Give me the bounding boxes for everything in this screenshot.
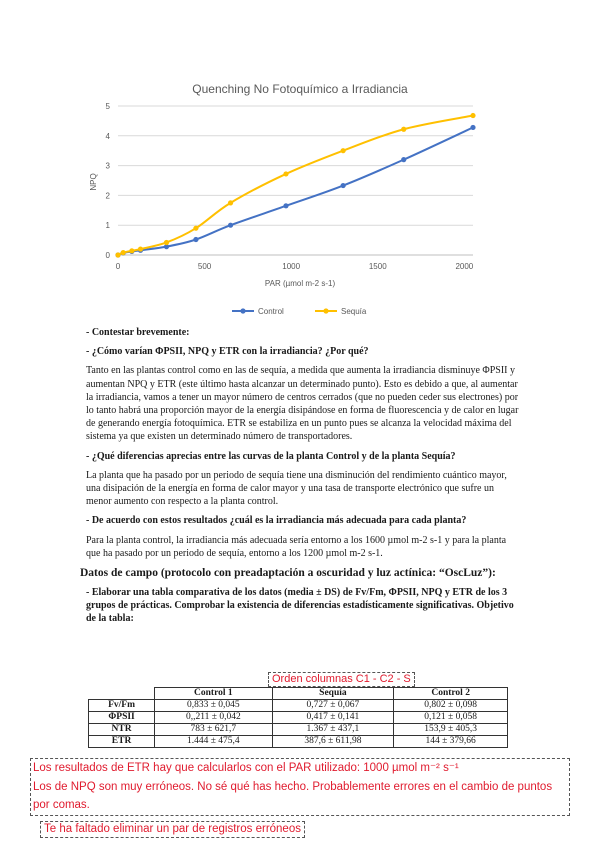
- table-header-cell: [89, 688, 155, 700]
- series-line-control: [118, 127, 473, 255]
- table-cell: 0,833 ± 0,045: [155, 700, 272, 712]
- table-cell: 0,727 ± 0,067: [272, 700, 394, 712]
- data-point: [470, 125, 475, 130]
- data-point: [283, 203, 288, 208]
- table-row: [89, 712, 508, 724]
- chart-svg: [0, 0, 600, 330]
- table-row-label: NTR: [89, 724, 155, 736]
- legend-label: Control: [258, 307, 284, 316]
- table-cell: 387,6 ± 611,98: [272, 736, 394, 748]
- annotation-etr-npq: [30, 758, 570, 816]
- data-point: [115, 252, 120, 257]
- x-tick-label: 2000: [455, 262, 474, 271]
- table-header-cell: Control 2: [394, 688, 508, 700]
- npq-chart: [0, 0, 600, 330]
- legend-label: Sequía: [341, 307, 367, 316]
- table-cell: 0,121 ± 0,058: [394, 712, 508, 724]
- table-row-label: ΦPSII: [89, 712, 155, 724]
- annotation-npq-line: Los de NPQ son muy erróneos. No sé qué has hecho. Probablemente errores en el cambio de puntos por comas.: [33, 780, 553, 811]
- table-row: [89, 736, 508, 748]
- table-cell: 0,802 ± 0,098: [394, 700, 508, 712]
- answers-section: [80, 326, 520, 626]
- table-row: [89, 724, 508, 736]
- answer-2: La planta que ha pasado por un periodo de sequía tiene una disminución del rendimiento cuántico mayor, una disipación de la energía en forma de calor mayor y una tasa de transporte electrónico que sufre un menor aumento con respecto a la planta control.: [86, 469, 507, 508]
- y-tick-label: 3: [105, 161, 110, 171]
- question-1: - ¿Cómo varían ΦPSII, NPQ y ETR con la irradiancia? ¿Por qué?: [86, 346, 369, 358]
- annotation-records: Te ha faltado eliminar un par de registros erróneos: [40, 821, 305, 838]
- y-tick-label: 4: [105, 131, 110, 141]
- data-point: [341, 183, 346, 188]
- table-task: - Elaborar una tabla comparativa de los datos (media ± DS) de Fv/Fm, ΦPSII, NPQ y ETR de los 3 grupos de prácticas. Comprobar la existencia de diferencias estadísticamente significativas. Objetivo de la tabla:: [86, 587, 514, 625]
- table-cell: 783 ± 621,7: [155, 724, 272, 736]
- series-line-sequía: [118, 116, 473, 255]
- data-point: [129, 248, 134, 253]
- data-point: [401, 157, 406, 162]
- x-axis-label: PAR (µmol m-2 s-1): [264, 279, 336, 288]
- data-point: [138, 246, 143, 251]
- table-cell: 144 ± 379,66: [394, 736, 508, 748]
- table-cell: 153,9 ± 405,3: [394, 724, 508, 736]
- y-tick-label: 1: [105, 221, 110, 231]
- table-header-cell: Sequía: [272, 688, 394, 700]
- y-tick-label: 0: [105, 251, 110, 260]
- data-point: [121, 250, 126, 255]
- data-point: [470, 113, 475, 118]
- x-tick-label: 500: [197, 262, 212, 271]
- table-row: [89, 700, 508, 712]
- data-point: [283, 171, 288, 176]
- table-header-cell: Control 1: [155, 688, 272, 700]
- field-data-heading: Datos de campo (protocolo con preadaptación a oscuridad y luz actínica: “OscLuz”):: [80, 567, 496, 580]
- comparison-table: [88, 687, 508, 748]
- table-header-row: [89, 688, 508, 700]
- table-cell: 0,,211 ± 0,042: [155, 712, 272, 724]
- answer-3: Para la planta control, la irradiancia más adecuada sería entorno a los 1600 µmol m-2 s-1 y para la planta que ha pasado por un periodo de sequía, entorno a los 1200 µmol m-2 s-1.: [86, 534, 507, 559]
- data-point: [228, 223, 233, 228]
- table-row-label: ETR: [89, 736, 155, 748]
- y-axis-label: NPQ: [89, 173, 98, 191]
- table-row-label: Fv/Fm: [89, 700, 155, 712]
- x-tick-label: 1000: [282, 262, 301, 271]
- answer-1: Tanto en las plantas control como en las de sequía, a medida que aumenta la irradiancia disminuye ΦPSII y aumentan NPQ y ETR (este último hasta alcanzar un determinado punto). Esto es debido a que, al aumentar la irradiancia, vamos a tener un mayor número de centros cerrados (que no pueden ceder sus electrones) por lo tanto habrá una proporción mayor de la energía disipándose en forma de fluorescencia y de calor en lugar de generando energía fotoquímica. ETR se estabiliza en un punto pues se alcanza la velocidad máxima del sistema ya que existen un determinado número de transportadores.: [86, 365, 519, 443]
- question-3: - De acuerdo con estos resultados ¿cuál es la irradiancia más adecuada para cada planta?: [86, 515, 467, 527]
- legend-marker: [323, 308, 328, 313]
- intro-line: - Contestar brevemente:: [86, 327, 190, 338]
- data-point: [193, 237, 198, 242]
- data-point: [341, 148, 346, 153]
- y-tick-label: 2: [105, 191, 110, 201]
- annotation-etr-line: Los resultados de ETR hay que calcularlos con el PAR utilizado: 1000 µmol m⁻² s⁻¹: [33, 762, 459, 774]
- table-cell: 1.367 ± 437,1: [272, 724, 394, 736]
- annotation-column-order: Orden columnas C1 - C2 - S: [268, 672, 415, 687]
- y-tick-label: 5: [105, 102, 110, 111]
- table-cell: 0,417 ± 0,141: [272, 712, 394, 724]
- question-2: - ¿Qué diferencias aprecias entre las curvas de la planta Control y de la planta Sequía?: [86, 450, 456, 462]
- x-tick-label: 0: [115, 262, 121, 271]
- x-tick-label: 1500: [368, 262, 387, 271]
- legend-marker: [240, 308, 245, 313]
- chart-title: Quenching No Fotoquímico a Irradiancia: [192, 82, 408, 96]
- data-point: [193, 226, 198, 231]
- data-point: [164, 240, 169, 245]
- table-cell: 1.444 ± 475,4: [155, 736, 272, 748]
- data-point: [401, 127, 406, 132]
- data-point: [228, 200, 233, 205]
